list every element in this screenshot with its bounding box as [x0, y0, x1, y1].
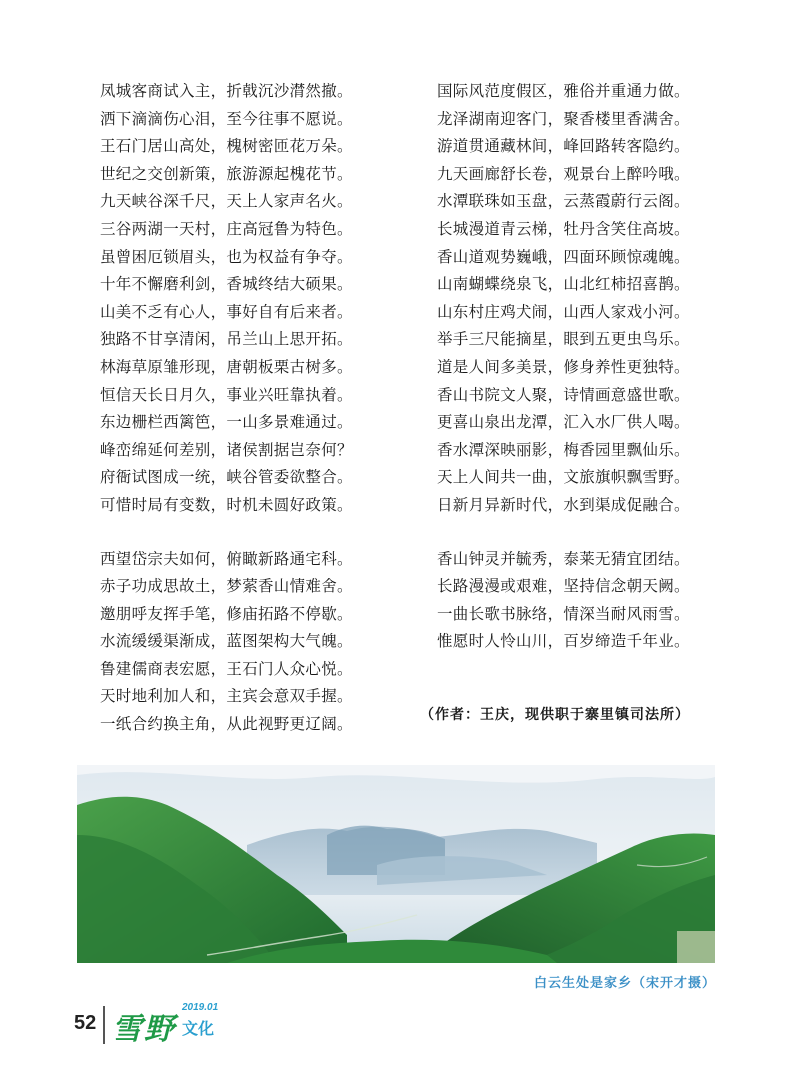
- poem-line: 香山道观势巍峨，四面环顾惊魂魄。: [437, 247, 690, 266]
- poem-line: 林海草原雏形现，唐朝板栗古树多。: [100, 357, 353, 376]
- poem-line: 国际风范度假区，雅俗并重通力做。: [437, 82, 690, 100]
- poem-line: 道是人间多美景，修身养性更独特。: [437, 357, 690, 376]
- photo-caption: 白云生处是家乡（宋开才摄）: [533, 976, 716, 991]
- poem-line: 游道贯通藏林间，峰回路转客隐约。: [437, 137, 690, 156]
- poem-line: 龙泽湖南迎客门，聚香楼里香满舍。: [437, 109, 690, 128]
- poem-line: 世纪之交创新策，旅游源起槐花节。: [100, 164, 353, 183]
- poem-line: 凤城客商试入主，折戟沉沙潸然撤。: [100, 82, 353, 100]
- poem-right-stanza-1: [437, 78, 690, 520]
- poem-line: 府衙试图成一统，峡谷管委欲整合。: [100, 468, 353, 487]
- poem-line: 恒信天长日月久，事业兴旺靠执着。: [100, 385, 353, 404]
- poem-line: 长城漫道青云梯，牡丹含笑住高坡。: [437, 219, 690, 238]
- poem-line: 长路漫漫或艰难，坚持信念朝天阙。: [437, 577, 690, 596]
- poem-line: 峰峦绵延何差别，诸侯割据岂奈何？: [100, 440, 353, 459]
- poem-line: 赤子功成思故土，梦萦香山情难舍。: [100, 577, 353, 596]
- poem-line: 水潭联珠如玉盘，云蒸霞蔚行云阁。: [437, 192, 690, 211]
- poem-line: 惟愿时人怜山川，百岁缔造千年业。: [437, 632, 690, 651]
- poem-line: 香山书院文人聚，诗情画意盛世歌。: [437, 385, 690, 404]
- poem-line: 三谷两湖一天村，庄高冠鲁为特色。: [100, 219, 353, 238]
- poem-line: 邀朋呼友挥手笔，修庙拓路不停歇。: [100, 604, 353, 623]
- poem-line: 天时地利加人和，主宾会意双手握。: [100, 687, 353, 706]
- poem-left-column: [100, 78, 353, 739]
- logo-issue: 2019.01: [182, 1002, 219, 1013]
- logo-brand: 雪野: [112, 1012, 176, 1047]
- logo-subtitle: 文化: [182, 1019, 215, 1038]
- poem-line: 虽曾困厄锁眉头，也为权益有争夺。: [100, 247, 353, 266]
- footer-divider: [103, 1006, 105, 1044]
- author-note: （作者：王庆，现供职于寨里镇司法所）: [420, 707, 690, 723]
- poem-line: 九天画廊舒长卷，观景台上醉吟哦。: [437, 164, 690, 183]
- poem-line: 水流缓缓渠渐成，蓝图架构大气魄。: [100, 632, 353, 651]
- poem-line: 洒下滴滴伤心泪，至今往事不愿说。: [100, 109, 353, 128]
- poem-line: 鲁建儒商表宏愿，王石门人众心悦。: [100, 659, 353, 678]
- poem-left-stanza-1: [100, 78, 353, 520]
- poem-line: 山东村庄鸡犬闹，山西人家戏小河。: [437, 302, 690, 321]
- poem-line: 西望岱宗夫如何，俯瞰新路通宅科。: [100, 549, 353, 568]
- poem-line: 一曲长歌书脉络，情深当耐风雨雪。: [437, 604, 690, 623]
- poem-right-stanza-2: [437, 546, 690, 656]
- magazine-logo: [112, 1002, 232, 1050]
- poem-line: 香山钟灵并毓秀，泰莱无猜宜团结。: [437, 549, 690, 568]
- poem-line: 王石门居山高处，槐树密匝花万朵。: [100, 137, 353, 156]
- poem-line: 九天峡谷深千尺，天上人家声名火。: [100, 192, 353, 211]
- poem-line: 山美不乏有心人，事好自有后来者。: [100, 302, 353, 321]
- poem-left-stanza-2: [100, 546, 353, 739]
- poem-line: 独路不甘享清闲，吊兰山上思开拓。: [100, 330, 353, 349]
- poem-line: 十年不懈磨利剑，香城终结大硕果。: [100, 275, 353, 294]
- poem-right-column: [437, 78, 690, 656]
- poem-line: 举手三尺能摘星，眼到五更虫鸟乐。: [437, 330, 690, 349]
- poem-line: 香水潭深映丽影，梅香园里飘仙乐。: [437, 440, 690, 459]
- mountain-landscape-image: [77, 765, 715, 963]
- poem-line: 日新月异新时代，水到渠成促融合。: [437, 495, 690, 514]
- poem-line: 一纸合约换主角，从此视野更辽阔。: [100, 715, 353, 734]
- landscape-photo: [77, 765, 715, 963]
- poem-line: 更喜山泉出龙潭，汇入水厂供人喝。: [437, 413, 690, 432]
- page-number: 52: [74, 1012, 97, 1034]
- poem-line: 天上人间共一曲，文旅旗帜飘雪野。: [437, 468, 690, 487]
- poem-line: 东边栅栏西篱笆，一山多景难通过。: [100, 413, 353, 432]
- poem-line: 可惜时局有变数，时机未圆好政策。: [100, 495, 353, 514]
- poem-line: 山南蝴蝶绕泉飞，山北红柿招喜鹊。: [437, 275, 690, 294]
